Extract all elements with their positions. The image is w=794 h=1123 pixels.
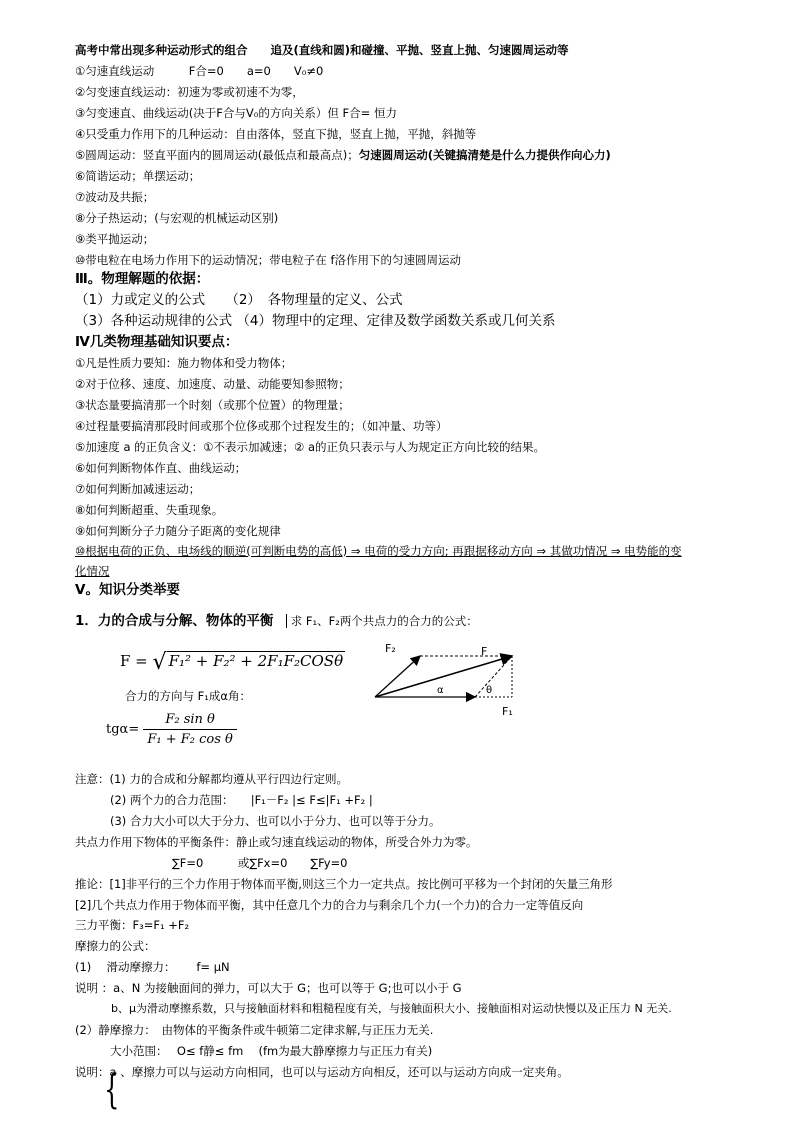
text-cursor-bar [286, 614, 287, 628]
section-3-heading: Ⅲ。物理解题的依据： [75, 271, 210, 287]
motion-item-5 [75, 147, 611, 163]
point-item-3: ③状态量要搞清那一个时刻（或那个位置）的物理量； [75, 398, 350, 412]
motion-item-10: ⑩带电粒在电场力作用下的运动情况；带电粒子在 f洛作用下的匀速圆周运动 [75, 253, 462, 267]
resultant-formula-radicand: F₁² + F₂² + 2F₁F₂COSθ [168, 652, 344, 670]
point-item-8: ⑧如何判断超重、失重现象。 [75, 503, 224, 517]
motion-item-9: ⑨类平抛运动； [75, 232, 155, 246]
label-alpha: α [437, 685, 444, 696]
tangent-fraction [143, 712, 237, 747]
note-line-1: 注意：(1) 力的合成和分解都均遵从平行四边行定则。 [75, 772, 348, 786]
point-item-4: ④过程量要搞清那段时间或那个位侈或那个过程发生的；（如冲量、功等） [75, 419, 448, 433]
tangent-denominator: F₁ + F₂ cos θ [147, 732, 233, 747]
label-f: F [481, 645, 488, 658]
motion-item-1: ①匀速直线运动 F合=0 a=0 V₀≠0 [75, 64, 324, 78]
label-f1: F₁ [502, 705, 513, 718]
sliding-friction: (1) 滑动摩擦力： f= μN [75, 960, 230, 974]
motion-item-4: ④只受重力作用下的几种运动：自由落体，竖直下抛，竖直上抛，平抛，斜抛等 [75, 127, 477, 141]
motion-item-6: ⑥简谐运动；单摆运动； [75, 169, 201, 183]
corollary-1: 推论：[1]非平行的三个力作用于物体而平衡,则这三个力一定共点。按比例可平移为一个封闭的矢量三角形 [75, 877, 613, 891]
motion-item-8: ⑧分子热运动；(与宏观的机械运动区别) [75, 211, 279, 225]
section-4-heading: Ⅳ几类物理基础知识要点： [75, 334, 239, 350]
tangent-formula [106, 712, 237, 747]
topic-1-heading [75, 612, 478, 630]
static-note-a: 说明：a 、摩擦力可以与运动方向相同，也可以与运动方向相反，还可以与运动方向成一定夹角。 [75, 1065, 569, 1079]
friction-heading: 摩擦力的公式： [75, 939, 156, 953]
basis-line-1: （1）力或定义的公式 （2） 各物理量的定义、公式 [75, 292, 403, 308]
equilibrium-condition: 共点力作用下物体的平衡条件：静止或匀速直线运动的物体，所受合外力为零。 [75, 835, 478, 849]
three-force-equilibrium: 三力平衡：F₃=F₁ +F₂ [75, 918, 190, 932]
force-parallelogram-diagram [365, 640, 535, 720]
static-friction: (2）静摩擦力： 由物体的平衡条件或牛顿第二定律求解,与正压力无关. [75, 1023, 434, 1037]
point-item-5: ⑤加速度 a 的正负含义：①不表示加减速；② a的正负只表示与人为规定正方向比较的结果。 [75, 440, 545, 454]
topic-1-question: 求 F₁、F₂两个共点力的合力的公式： [290, 614, 478, 628]
section-5-heading: V。知识分类举要 [75, 582, 180, 598]
intro-line: 高考中常出现多种运动形式的组合 追及(直线和圆)和碰撞、平抛、竖直上抛、匀速圆周运动等 [75, 43, 569, 57]
motion-item-2: ②匀变速直线运动：初速为零或初速不为零， [75, 85, 304, 99]
direction-note: 合力的方向与 F₁成α角： [125, 689, 251, 703]
point-item-1: ①凡是性质力要知：施力物体和受力物体； [75, 356, 293, 370]
point-item-7: ⑦如何判断加减速运动； [75, 482, 201, 496]
note-line-2: (2) 两个力的合力范围： |F₁－F₂ |≤ F≤|F₁ +F₂ | [110, 793, 373, 807]
motion-item-5-text: ⑤圆周运动：竖直平面内的圆周运动(最低点和最高点)； [75, 148, 359, 162]
point-item-2: ②对于位移、速度、加速度、动量、动能要知参照物； [75, 377, 350, 391]
motion-item-5-bold: 匀速圆周运动(关键搞清楚是什么力提供作向心力) [358, 148, 611, 162]
brace-symbol: { [104, 1067, 120, 1113]
sliding-note-b: b、μ为滑动摩擦系数，只与接触面材料和粗糙程度有关，与接触面积大小、接触面相对运动快慢以及正压力 N 无关. [111, 1002, 672, 1015]
topic-1-title: 1．力的合成与分解、物体的平衡 [75, 613, 274, 629]
resultant-formula-lhs: F = [120, 652, 148, 670]
equilibrium-equations: ∑F=0 或∑Fx=0 ∑Fy=0 [172, 856, 348, 870]
point-item-10-cont: 化情况 [75, 564, 110, 578]
point-item-10: ⑩根据电荷的正负、电场线的顺逆(可判断电势的高低) ⇒ 电荷的受力方向; 再跟据移动方向 ⇒ 其做功情况 ⇒ 电势能的变 [75, 544, 682, 558]
label-theta: θ [486, 685, 493, 696]
tangent-numerator: F₂ sin θ [143, 712, 237, 730]
static-range: 大小范围： O≤ f静≤ fm (fm为最大静摩擦力与正压力有关) [110, 1044, 433, 1058]
note-line-3: (3) 合力大小可以大于分力、也可以小于分力、也可以等于分力。 [110, 814, 441, 828]
sqrt-symbol: √ [152, 650, 167, 675]
resultant-formula [120, 650, 345, 675]
tangent-formula-lhs: tgα= [106, 722, 140, 737]
motion-item-7: ⑦波动及共振； [75, 190, 155, 204]
basis-line-2: （3）各种运动规律的公式 （4）物理中的定理、定律及数学函数关系或几何关系 [75, 313, 556, 329]
point-item-6: ⑥如何判断物体作直、曲线运动； [75, 461, 247, 475]
sliding-note-a: 说明 ：a、N 为接触面间的弹力，可以大于 G；也可以等于 G;也可以小于 G [75, 981, 462, 995]
point-item-9: ⑨如何判断分子力随分子距离的变化规律 [75, 524, 281, 538]
motion-item-3: ③匀变速直、曲线运动(决于F合与V₀的方向关系）但 F合= 恒力 [75, 106, 397, 120]
label-f2: F₂ [385, 642, 396, 655]
corollary-2: [2]几个共点力作用于物体而平衡，其中任意几个力的合力与剩余几个力(一个力)的合力一定等值反向 [75, 898, 584, 912]
